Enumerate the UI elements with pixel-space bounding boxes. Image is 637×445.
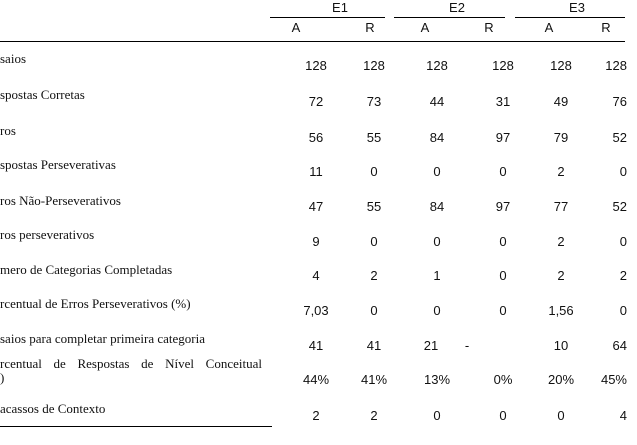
row-value: 0 <box>433 408 441 423</box>
group-header-e1: E1 <box>332 0 348 15</box>
row-value: 0 <box>499 408 507 423</box>
row-value: 21 <box>423 338 439 353</box>
row-label: ros perseverativos <box>0 227 95 242</box>
table-bottom-rule <box>0 426 272 427</box>
row-value: 0 <box>619 234 627 249</box>
row-label-line-2: ) <box>0 370 5 385</box>
row-value: 76 <box>612 94 627 109</box>
row-value: 2 <box>370 408 378 423</box>
row-label: ros Não-Perseverativos <box>0 193 121 208</box>
row-value: 2 <box>312 408 320 423</box>
row-value: 128 <box>363 58 385 73</box>
row-value: 31 <box>495 94 511 109</box>
row-label: spostas Corretas <box>0 87 85 102</box>
row-value: 41 <box>366 338 382 353</box>
group-header-e3: E3 <box>569 0 585 15</box>
row-value: - <box>464 338 470 353</box>
row-value: 79 <box>553 130 569 145</box>
subheader-e2-r: R <box>484 20 494 35</box>
row-value: 0 <box>499 164 507 179</box>
row-value: 52 <box>612 130 627 145</box>
row-value: 0 <box>557 408 565 423</box>
row-value: 9 <box>312 234 320 249</box>
row-value: 2 <box>557 234 565 249</box>
row-value: 0 <box>499 303 507 318</box>
row-value: 44 <box>429 94 445 109</box>
row-value: 55 <box>366 199 382 214</box>
subheader-e1-r: R <box>365 20 375 35</box>
row-label: saios <box>0 51 26 66</box>
row-value: 49 <box>553 94 569 109</box>
row-value: 10 <box>553 338 569 353</box>
row-label: ros <box>0 123 16 138</box>
row-value: 52 <box>612 199 627 214</box>
row-label: acassos de Contexto <box>0 401 106 416</box>
row-value: 84 <box>429 199 445 214</box>
row-value: 11 <box>309 164 323 179</box>
row-value: 1 <box>433 268 441 283</box>
row-value: 128 <box>550 58 572 73</box>
row-value: 0% <box>493 372 513 387</box>
row-value: 13% <box>423 372 451 387</box>
row-value: 2 <box>619 268 627 283</box>
row-value: 0 <box>370 303 378 318</box>
row-label-line-1: rcentual de Respostas de Nível Conceitual <box>0 356 262 371</box>
row-value: 45% <box>600 372 627 387</box>
row-value: 128 <box>492 58 514 73</box>
row-value: 4 <box>312 268 320 283</box>
row-value: 128 <box>426 58 448 73</box>
row-value: 64 <box>612 338 627 353</box>
header-bottom-rule <box>0 41 625 42</box>
row-value: 47 <box>308 199 324 214</box>
row-value: 4 <box>619 408 627 423</box>
row-value: 84 <box>429 130 445 145</box>
row-value: 128 <box>305 58 327 73</box>
row-value: 2 <box>370 268 378 283</box>
row-value: 0 <box>433 234 441 249</box>
header-rule-e1 <box>270 17 385 18</box>
row-value: 0 <box>370 164 378 179</box>
row-value: 97 <box>495 199 511 214</box>
group-header-e2: E2 <box>449 0 465 15</box>
row-value: 55 <box>366 130 382 145</box>
row-value: 44% <box>302 372 330 387</box>
subheader-e2-a: A <box>420 20 430 35</box>
row-label: spostas Perseverativas <box>0 157 116 172</box>
subheader-e1-a: A <box>291 20 301 35</box>
row-value: 72 <box>308 94 324 109</box>
header-rule-e2 <box>394 17 505 18</box>
row-value: 56 <box>308 130 324 145</box>
row-value: 41 <box>308 338 324 353</box>
row-value: 0 <box>499 268 507 283</box>
row-value: 0 <box>499 234 507 249</box>
subheader-e3-a: A <box>544 20 554 35</box>
row-value: 73 <box>366 94 382 109</box>
row-label: saios para completar primeira categoria <box>0 331 206 346</box>
row-value: 97 <box>495 130 511 145</box>
row-value: 0 <box>370 234 378 249</box>
row-value: 0 <box>433 164 441 179</box>
row-value: 0 <box>433 303 441 318</box>
row-value: 41% <box>360 372 388 387</box>
row-label: rcentual de Erros Perseverativos (%) <box>0 296 191 311</box>
header-rule-e3 <box>515 17 625 18</box>
row-value: 2 <box>557 268 565 283</box>
row-value: 0 <box>619 164 627 179</box>
subheader-e3-r: R <box>601 20 611 35</box>
row-value: 20% <box>547 372 575 387</box>
row-value: 77 <box>553 199 569 214</box>
row-label: mero de Categorias Completadas <box>0 262 173 277</box>
row-value: 7,03 <box>303 303 329 318</box>
row-value: 1,56 <box>548 303 574 318</box>
row-value: 2 <box>557 164 565 179</box>
row-value: 0 <box>619 303 627 318</box>
row-value: 128 <box>605 58 627 73</box>
